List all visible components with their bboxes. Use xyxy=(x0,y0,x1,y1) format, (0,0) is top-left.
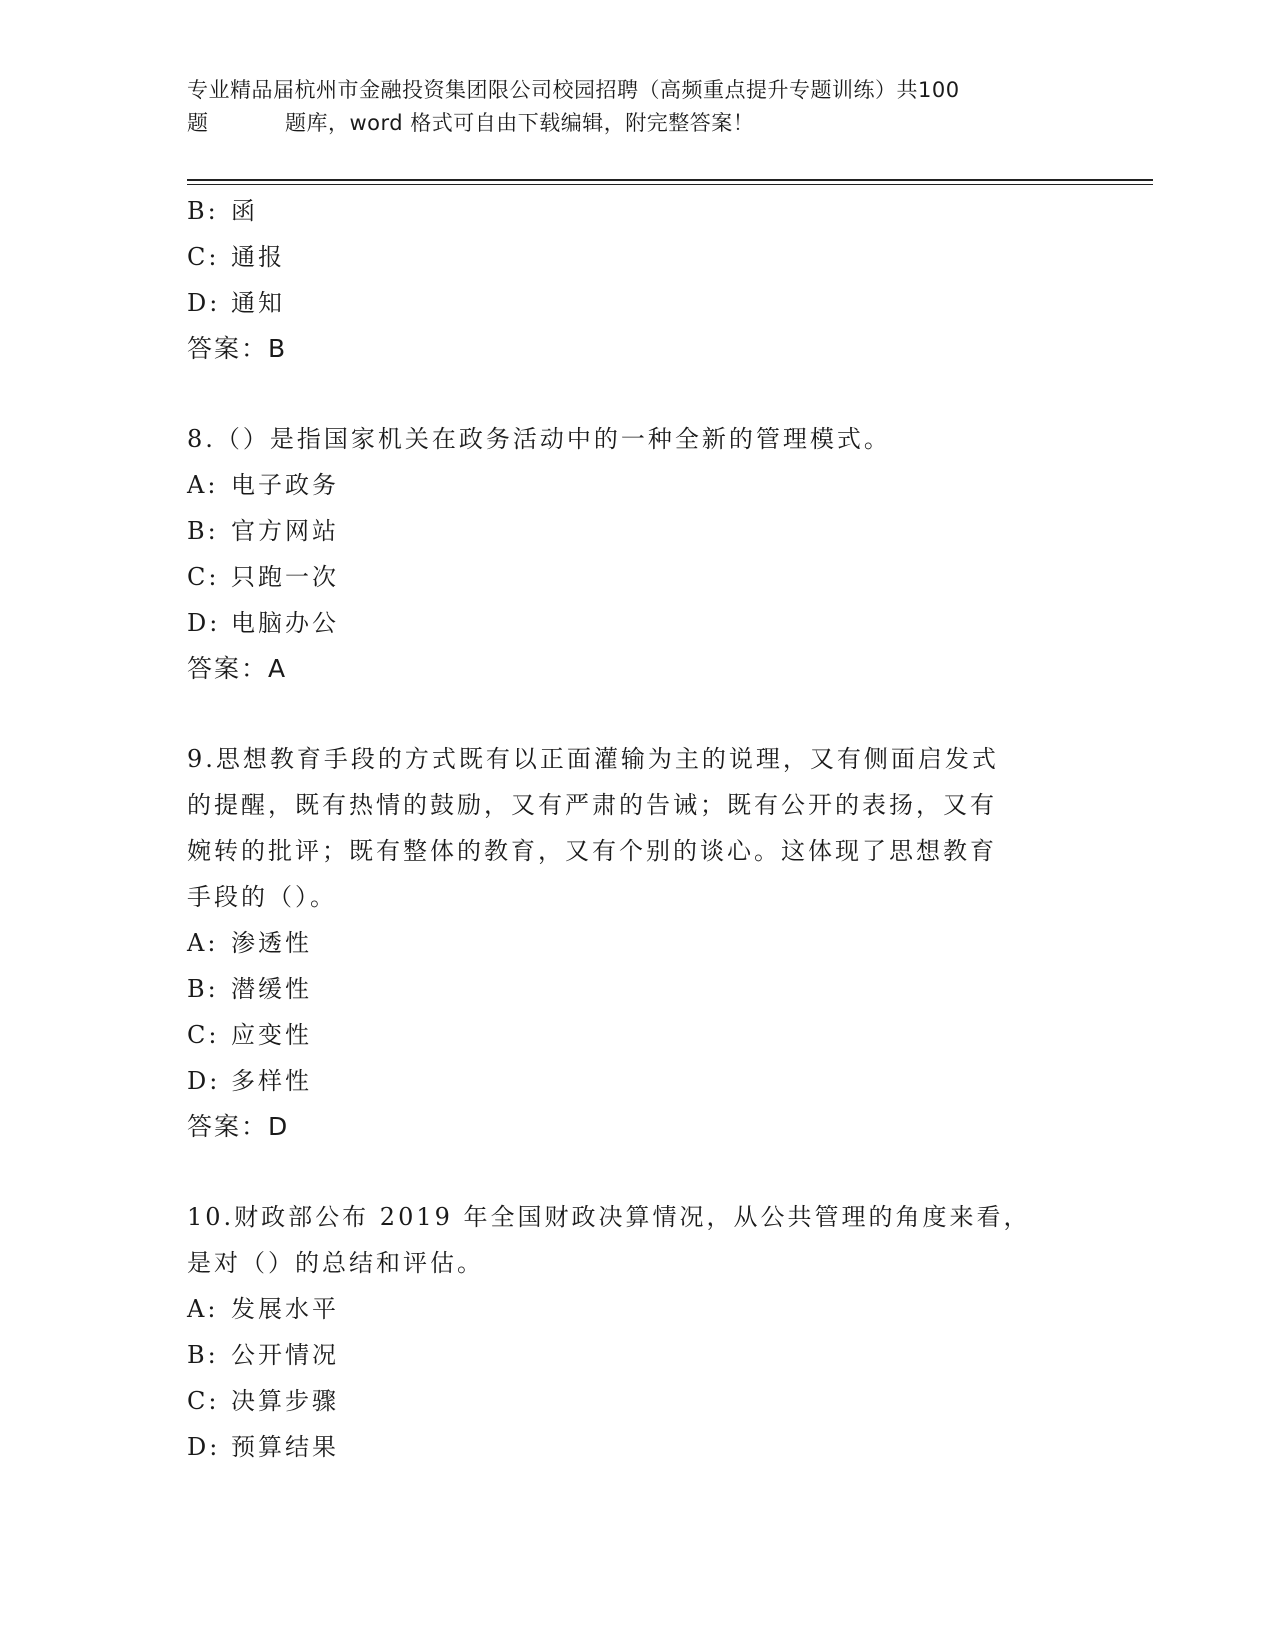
option-c xyxy=(187,1378,1067,1424)
question-7-continued xyxy=(187,188,1067,372)
question-text-line: 8.（）是指国家机关在政务活动中的一种全新的管理模式。 xyxy=(187,425,891,453)
option-key: C: xyxy=(187,563,220,591)
option-a xyxy=(187,1286,1067,1332)
option-text: 电脑办公 xyxy=(231,609,339,637)
option-text: 预算结果 xyxy=(231,1433,339,1461)
question-10 xyxy=(187,1194,1067,1470)
option-d xyxy=(187,280,1067,326)
option-key: D: xyxy=(187,1067,221,1095)
header-line-2-start: 题 xyxy=(187,111,209,135)
option-text: 公开情况 xyxy=(231,1341,339,1369)
option-text: 应变性 xyxy=(231,1021,312,1049)
option-d xyxy=(187,600,1067,646)
option-key: C: xyxy=(187,243,220,271)
question-text-line: 9.思想教育手段的方式既有以正面灌输为主的说理，又有侧面启发式 xyxy=(187,745,999,773)
option-key: C: xyxy=(187,1021,220,1049)
header-line-1: 专业精品届杭州市金融投资集团限公司校园招聘（高频重点提升专题训练）共100 xyxy=(187,78,960,102)
option-key: B: xyxy=(187,1341,219,1369)
option-text: 电子政务 xyxy=(231,471,339,499)
option-text: 多样性 xyxy=(231,1067,312,1095)
question-text xyxy=(187,416,1067,462)
header-line-2 xyxy=(187,107,1087,140)
question-8 xyxy=(187,416,1067,692)
option-key: D: xyxy=(187,1433,221,1461)
option-key: A: xyxy=(187,929,219,957)
question-text xyxy=(187,736,1067,920)
option-b xyxy=(187,1332,1067,1378)
question-text-line: 婉转的批评；既有整体的教育，又有个别的谈心。这体现了思想教育 xyxy=(187,837,997,865)
option-key: D: xyxy=(187,289,221,317)
option-text: 渗透性 xyxy=(231,929,312,957)
question-9 xyxy=(187,736,1067,1150)
document-body xyxy=(187,188,1067,1470)
question-text-line: 的提醒，既有热情的鼓励，又有严肃的告诫；既有公开的表扬，又有 xyxy=(187,791,997,819)
option-key: A: xyxy=(187,471,219,499)
option-b xyxy=(187,966,1067,1012)
option-key: B: xyxy=(187,975,219,1003)
option-b xyxy=(187,508,1067,554)
option-text: 通报 xyxy=(231,243,285,271)
option-text: 发展水平 xyxy=(231,1295,339,1323)
option-key: B: xyxy=(187,197,219,225)
question-text-line: 是对（）的总结和评估。 xyxy=(187,1249,484,1277)
option-c xyxy=(187,1012,1067,1058)
question-text-line: 10.财政部公布 2019 年全国财政决算情况，从公共管理的角度来看， xyxy=(187,1203,1031,1231)
option-text: 潜缓性 xyxy=(231,975,312,1003)
option-a xyxy=(187,920,1067,966)
header-rule-thin xyxy=(187,184,1153,185)
document-header xyxy=(187,74,1087,140)
answer: 答案：D xyxy=(187,1112,290,1141)
answer: 答案：B xyxy=(187,334,288,363)
option-b xyxy=(187,188,1067,234)
answer: 答案：A xyxy=(187,654,288,683)
header-rule-thick xyxy=(187,179,1153,181)
option-key: A: xyxy=(187,1295,219,1323)
option-key: B: xyxy=(187,517,219,545)
question-text-line: 手段的（）。 xyxy=(187,883,337,911)
option-a xyxy=(187,462,1067,508)
option-text: 通知 xyxy=(231,289,285,317)
option-text: 决算步骤 xyxy=(231,1387,339,1415)
option-c xyxy=(187,234,1067,280)
option-text: 官方网站 xyxy=(231,517,339,545)
question-text xyxy=(187,1194,1067,1286)
option-c xyxy=(187,554,1067,600)
option-text: 只跑一次 xyxy=(231,563,339,591)
option-key: C: xyxy=(187,1387,220,1415)
option-d xyxy=(187,1058,1067,1104)
option-text: 函 xyxy=(231,197,258,225)
option-d xyxy=(187,1424,1067,1470)
header-line-2-rest: 题库，word 格式可自由下载编辑，附完整答案！ xyxy=(285,111,755,135)
option-key: D: xyxy=(187,609,221,637)
